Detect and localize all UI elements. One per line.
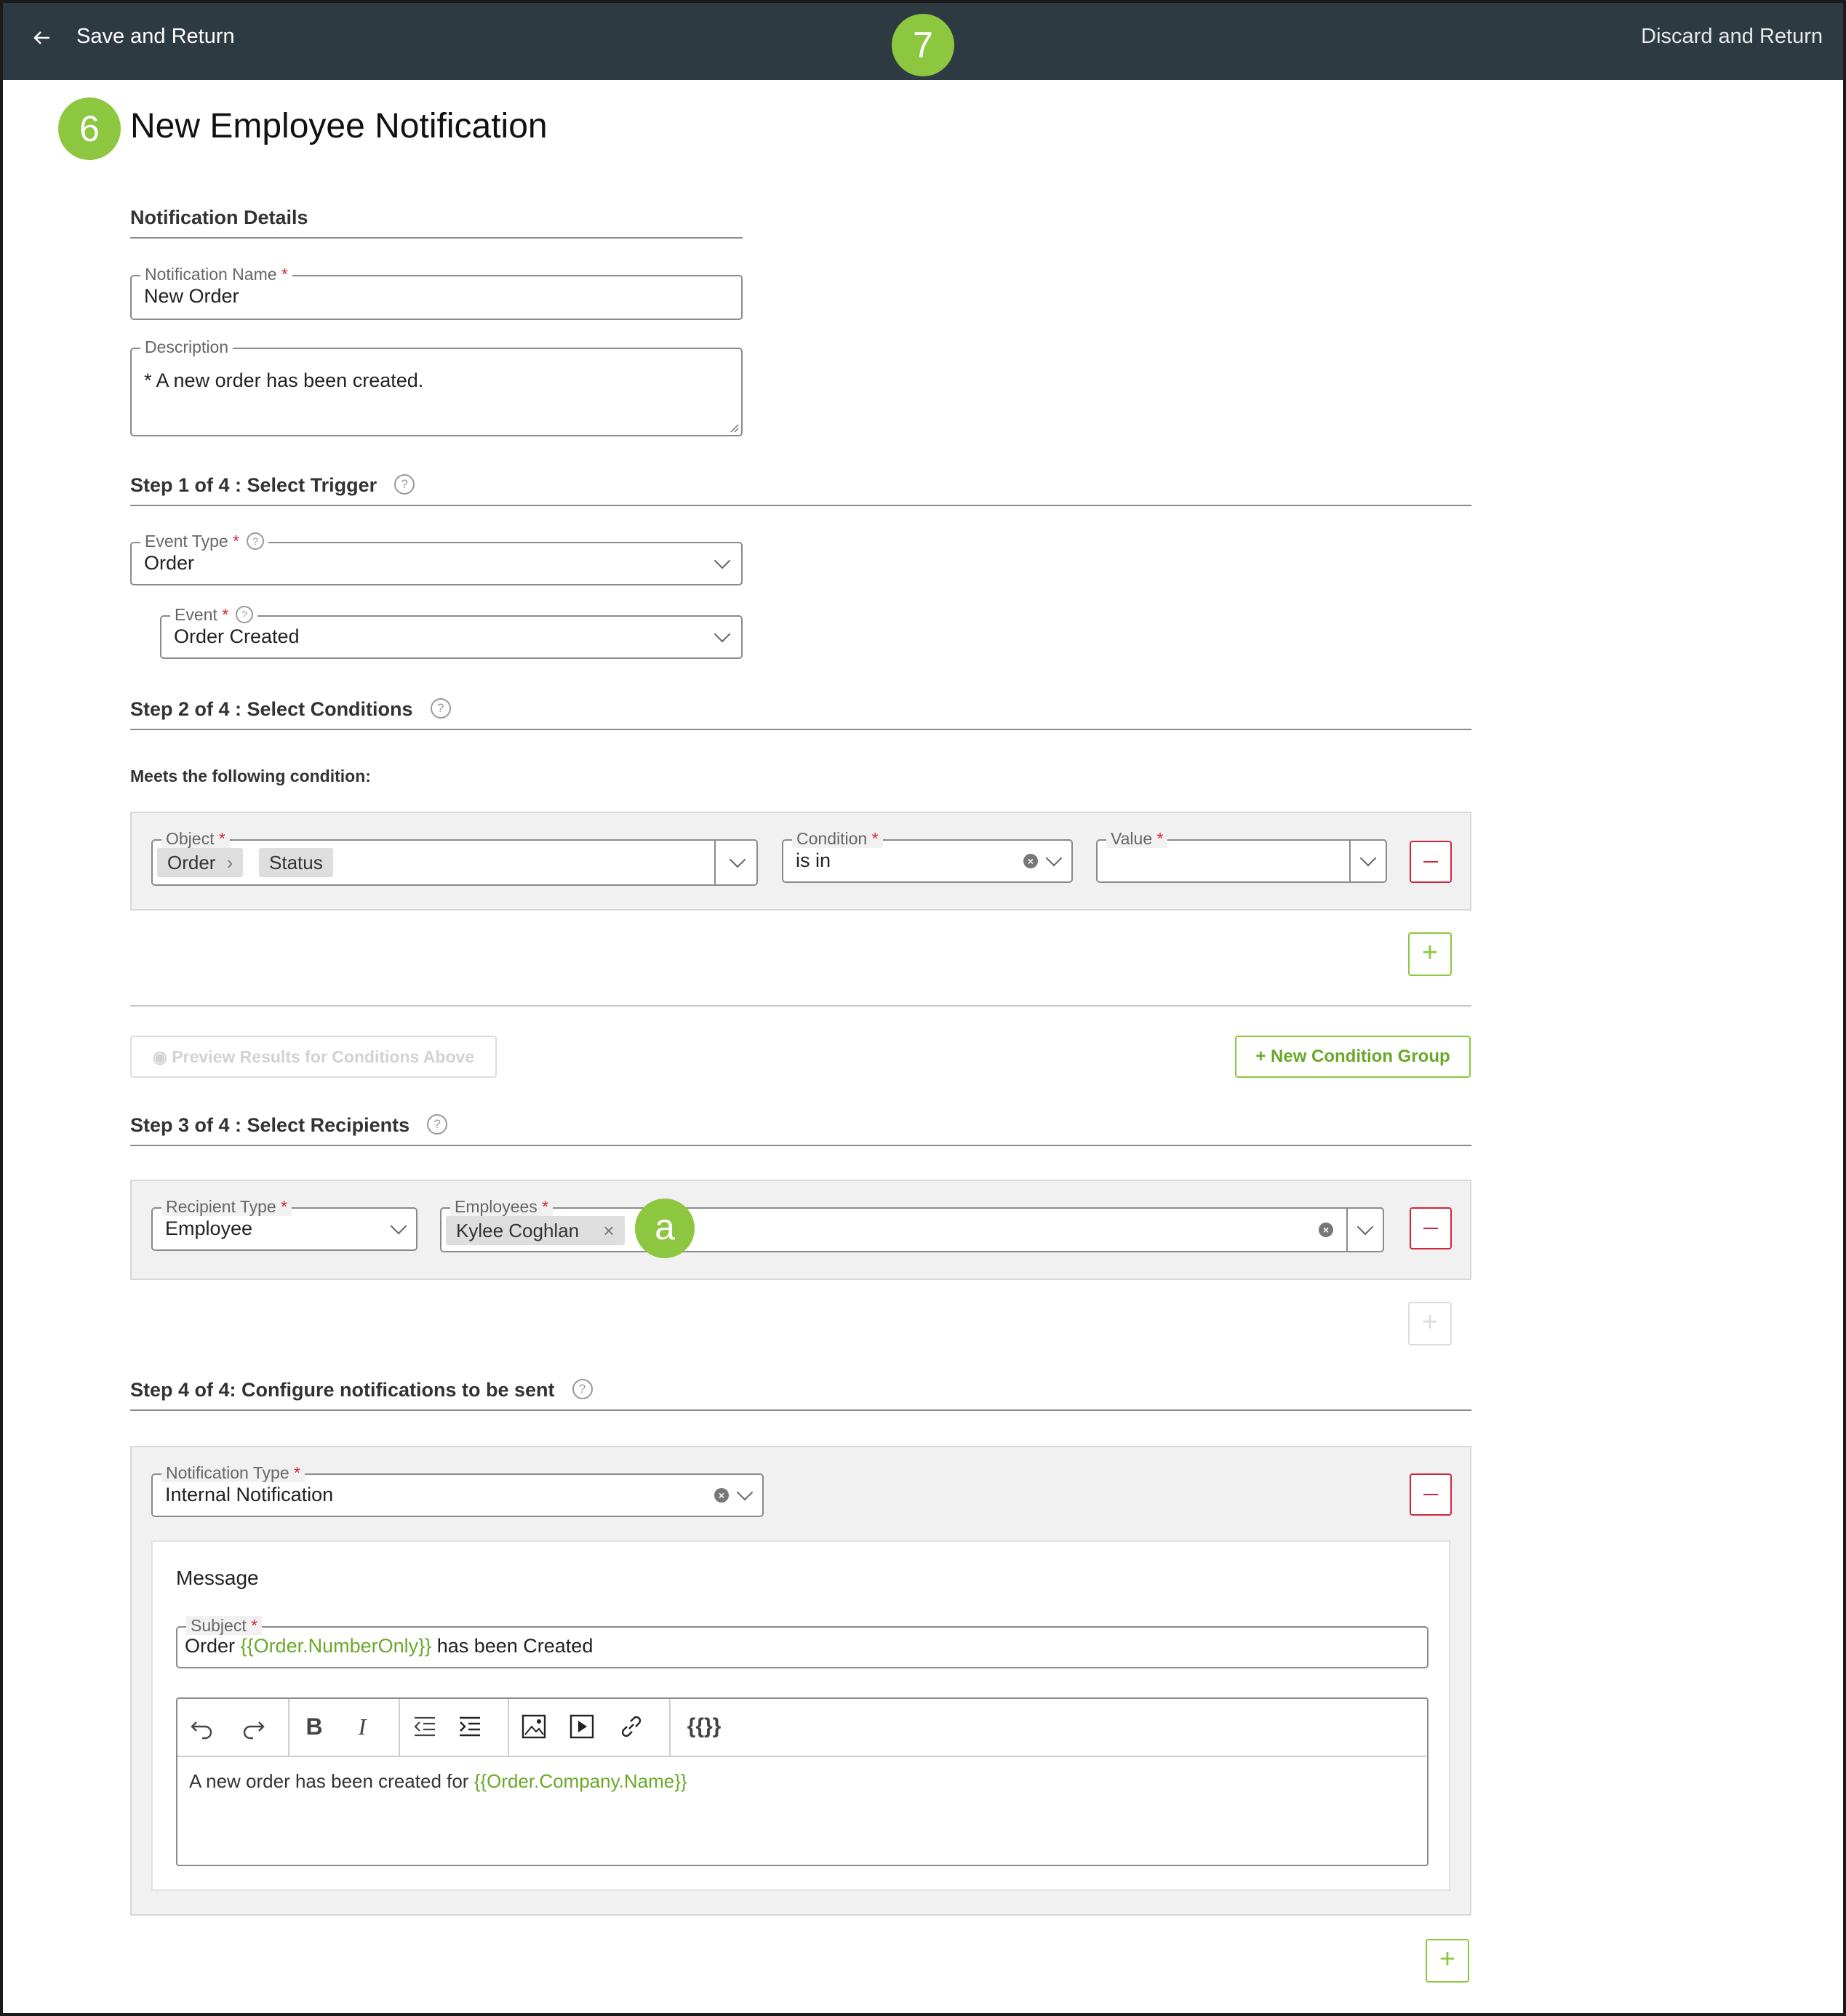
remove-notification-button[interactable]: [1410, 1473, 1452, 1516]
notification-name-value: New Order: [144, 285, 239, 307]
notification-name-label: Notification Name *: [140, 265, 292, 284]
help-icon[interactable]: ?: [247, 532, 264, 550]
event-select[interactable]: [160, 605, 743, 659]
remove-recipient-button[interactable]: [1410, 1207, 1452, 1249]
description-label: Description: [140, 337, 233, 356]
section-divider: [130, 237, 743, 239]
help-icon[interactable]: ?: [431, 698, 451, 719]
outdent-icon[interactable]: [410, 1712, 439, 1741]
discard-and-return-button[interactable]: Discard and Return: [1641, 25, 1823, 48]
event-type-select[interactable]: [130, 532, 743, 585]
select-divider: [1349, 841, 1351, 881]
event-type-label: Event Type * ?: [140, 532, 268, 551]
bold-icon[interactable]: B: [305, 1713, 323, 1740]
toolbar-divider: [288, 1699, 289, 1756]
toolbar-divider: [508, 1699, 509, 1756]
back-arrow-icon[interactable]: [28, 23, 57, 52]
condition-label: Condition *: [792, 829, 883, 848]
section-divider: [130, 505, 1471, 506]
condition-row-panel: [130, 812, 1471, 911]
subject-field[interactable]: [176, 1616, 1429, 1668]
undo-icon[interactable]: [188, 1712, 217, 1741]
description-value: * A new order has been created.: [144, 369, 424, 391]
recipient-row-panel: [130, 1180, 1471, 1280]
recipient-type-label: Recipient Type *: [161, 1197, 292, 1216]
value-label: Value *: [1106, 829, 1167, 848]
description-field[interactable]: [130, 337, 743, 436]
save-and-return-button[interactable]: Save and Return: [76, 25, 235, 48]
chevron-down-icon: [714, 626, 731, 643]
recipient-type-value: Employee: [165, 1217, 253, 1239]
subject-label: Subject *: [186, 1616, 262, 1635]
section-divider: [130, 1005, 1471, 1007]
add-recipient-button[interactable]: +: [1408, 1302, 1452, 1345]
event-label: Event * ?: [170, 605, 257, 625]
toolbar-divider: [399, 1699, 400, 1756]
step2-heading: Step 2 of 4 : Select Conditions ?: [130, 698, 451, 721]
object-select[interactable]: [151, 829, 758, 886]
notification-config-panel: [130, 1446, 1471, 1916]
top-bar: [3, 3, 1843, 80]
step3-heading: Step 3 of 4 : Select Recipients ?: [130, 1114, 447, 1137]
notification-details-heading: Notification Details: [130, 207, 308, 228]
preview-results-button[interactable]: ◉ Preview Results for Conditions Above: [130, 1036, 497, 1078]
chevron-down-icon[interactable]: [1357, 1219, 1374, 1236]
new-condition-group-button[interactable]: + New Condition Group: [1235, 1036, 1471, 1078]
merge-field-icon[interactable]: {{}}: [687, 1714, 722, 1738]
object-chip-status: Status: [259, 848, 333, 877]
clear-icon[interactable]: ×: [714, 1488, 729, 1503]
help-icon[interactable]: ?: [572, 1379, 593, 1399]
help-icon[interactable]: ?: [394, 474, 415, 495]
section-divider: [130, 1145, 1471, 1146]
rich-text-editor[interactable]: [176, 1697, 1429, 1866]
chevron-down-icon[interactable]: [730, 852, 746, 868]
step1-heading: Step 1 of 4 : Select Trigger ?: [130, 474, 415, 497]
page: [3, 3, 1843, 2013]
event-type-value: Order: [144, 552, 195, 574]
clear-icon[interactable]: ×: [1319, 1223, 1333, 1237]
condition-value: is in: [796, 849, 831, 871]
object-label: Object *: [161, 829, 230, 848]
link-icon[interactable]: [617, 1712, 646, 1741]
add-condition-button[interactable]: +: [1408, 932, 1452, 976]
add-notification-button[interactable]: +: [1426, 1939, 1469, 1983]
resize-handle-icon[interactable]: [728, 422, 740, 433]
redo-icon[interactable]: [239, 1712, 268, 1741]
chevron-down-icon: [391, 1218, 407, 1235]
remove-condition-button[interactable]: [1410, 841, 1452, 883]
notification-type-value: Internal Notification: [165, 1484, 334, 1505]
select-divider: [1346, 1209, 1348, 1251]
notification-type-select[interactable]: [151, 1463, 764, 1517]
notification-name-field[interactable]: [130, 265, 743, 320]
remove-chip-icon[interactable]: ×: [603, 1220, 615, 1241]
chevron-down-icon: [1046, 850, 1063, 867]
condition-select[interactable]: [782, 829, 1073, 883]
editor-toolbar: [177, 1699, 1427, 1757]
chevron-down-icon: [714, 553, 731, 569]
indent-icon[interactable]: [455, 1712, 484, 1741]
section-divider: [130, 1409, 1471, 1411]
value-select[interactable]: [1096, 829, 1387, 883]
employees-select[interactable]: [440, 1197, 1384, 1252]
step4-heading: Step 4 of 4: Configure notifications to be sent ?: [130, 1379, 593, 1401]
section-divider: [130, 729, 1471, 730]
conditions-subheading: Meets the following condition:: [130, 767, 371, 785]
event-value: Order Created: [174, 625, 300, 647]
clear-icon[interactable]: ×: [1023, 854, 1038, 868]
eye-icon: ◉: [152, 1047, 167, 1066]
image-icon[interactable]: [519, 1712, 548, 1741]
message-heading: Message: [176, 1567, 259, 1589]
recipient-type-select[interactable]: [151, 1197, 417, 1251]
callout-badge-6: 6: [58, 97, 121, 160]
notification-type-label: Notification Type *: [161, 1463, 305, 1482]
callout-badge-7: 7: [892, 14, 954, 76]
object-chip-order: Order ›: [157, 848, 243, 877]
help-icon[interactable]: ?: [236, 606, 253, 623]
select-divider: [714, 841, 716, 884]
toolbar-divider: [669, 1699, 671, 1756]
video-icon[interactable]: [567, 1712, 596, 1741]
employee-chip: Kylee Coghlan ×: [446, 1216, 625, 1245]
chevron-down-icon[interactable]: [1360, 850, 1377, 867]
employees-label: Employees *: [450, 1197, 553, 1216]
subject-value: Order {{Order.NumberOnly}} has been Created: [185, 1635, 594, 1657]
editor-body-text[interactable]: A new order has been created for {{Order.Company.Name}}: [189, 1770, 687, 1792]
page-title: New Employee Notification: [130, 107, 548, 145]
chevron-down-icon: [737, 1484, 754, 1501]
callout-badge-a: a: [635, 1199, 695, 1258]
italic-icon[interactable]: I: [358, 1713, 367, 1740]
message-card: [151, 1540, 1450, 1891]
help-icon[interactable]: ?: [427, 1114, 447, 1135]
